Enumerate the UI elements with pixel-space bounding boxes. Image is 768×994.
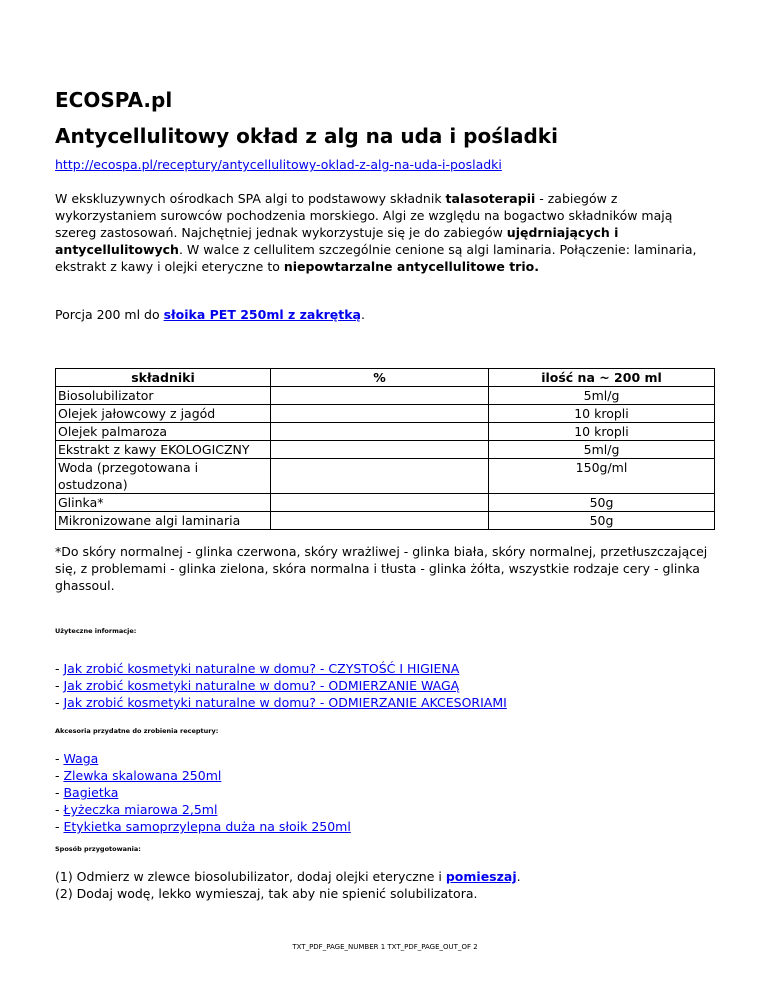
table-row [56, 459, 715, 494]
list-item: - Bagietka [55, 785, 119, 800]
preparation-heading: Sposób przygotowania: [55, 845, 141, 853]
ingredient-percent [271, 494, 489, 512]
header-percent: % [271, 369, 489, 387]
accessory-link-rod[interactable]: Bagietka [63, 785, 119, 800]
intro-paragraph [55, 190, 715, 275]
ingredient-name: Woda (przegotowana i ostudzona) [56, 459, 271, 494]
ingredient-name: Ekstrakt z kawy EKOLOGICZNY [56, 441, 271, 459]
table-row [56, 441, 715, 459]
useful-links-list [55, 660, 507, 711]
intro-bold-1: talasoterapii [445, 191, 536, 206]
ingredient-amount: 5ml/g [489, 441, 715, 459]
ingredient-name: Olejek jałowcowy z jagód [56, 405, 271, 423]
step-1 [55, 868, 521, 885]
table-row [56, 512, 715, 530]
recipe-title: Antycellulitowy okład z alg na uda i pośladki [55, 124, 558, 148]
accessories-list [55, 750, 351, 835]
ingredient-percent [271, 459, 489, 494]
recipe-url-link[interactable]: http://ecospa.pl/receptury/antycellulitowy-oklad-z-alg-na-uda-i-posladki [55, 157, 502, 172]
ingredient-amount: 50g [489, 494, 715, 512]
useful-link-accessories[interactable]: Jak zrobić kosmetyki naturalne w domu? - ODMIERZANIE AKCESORIAMI [63, 695, 507, 710]
list-item: - Etykietka samoprzylepna duża na słoik 250ml [55, 819, 351, 834]
accessory-link-beaker[interactable]: Zlewka skalowana 250ml [63, 768, 222, 783]
intro-text-3: . W walce z cellulitem szczególnie cenione są algi laminaria. Połączenie: laminaria, ekstrakt z kawy i olejki eteryczne to [55, 242, 697, 274]
mix-link[interactable]: pomieszaj [445, 869, 517, 884]
portion-text: Porcja 200 ml do [55, 307, 164, 322]
list-item: - Jak zrobić kosmetyki naturalne w domu? - ODMIERZANIE WAGĄ [55, 678, 460, 693]
preparation-steps [55, 868, 521, 902]
ingredient-name: Glinka* [56, 494, 271, 512]
header-ingredients: składniki [56, 369, 271, 387]
ingredient-percent [271, 405, 489, 423]
step-2: (2) Dodaj wodę, lekko wymieszaj, tak aby nie spienić solubilizatora. [55, 886, 478, 901]
useful-info-heading: Użyteczne informacje: [55, 627, 137, 635]
list-item: - Waga [55, 751, 99, 766]
header-amount: ilość na ~ 200 ml [489, 369, 715, 387]
accessories-heading: Akcesoria przydatne do zrobienia receptury: [55, 727, 219, 735]
portion-line [55, 307, 365, 322]
list-item: - Łyżeczka miarowa 2,5ml [55, 802, 218, 817]
portion-suffix: . [361, 307, 365, 322]
step-1-text: (1) Odmierz w zlewce biosolubilizator, dodaj olejki eteryczne i [55, 869, 446, 884]
ingredient-percent [271, 423, 489, 441]
ingredient-amount: 50g [489, 512, 715, 530]
accessory-link-scale[interactable]: Waga [63, 751, 99, 766]
accessory-link-label[interactable]: Etykietka samoprzylepna duża na słoik 250ml [63, 819, 351, 834]
ingredient-percent [271, 441, 489, 459]
ingredient-amount: 150g/ml [489, 459, 715, 494]
intro-bold-2: ujędrniających i antycellulitowych [55, 225, 619, 257]
ingredients-table [55, 368, 715, 530]
step-1-suffix: . [516, 869, 521, 884]
intro-text-1: W ekskluzywnych ośrodkach SPA algi to podstawowy składnik [55, 191, 446, 206]
ingredient-name: Biosolubilizator [56, 387, 271, 405]
ingredient-name: Mikronizowane algi laminaria [56, 512, 271, 530]
table-row [56, 405, 715, 423]
ingredient-name: Olejek palmaroza [56, 423, 271, 441]
ingredient-percent [271, 387, 489, 405]
useful-link-scale[interactable]: Jak zrobić kosmetyki naturalne w domu? - ODMIERZANIE WAGĄ [63, 678, 460, 693]
table-row [56, 387, 715, 405]
jar-link[interactable]: słoika PET 250ml z zakrętką [163, 307, 361, 322]
site-name: ECOSPA.pl [55, 88, 173, 112]
list-item: - Zlewka skalowana 250ml [55, 768, 222, 783]
list-item: - Jak zrobić kosmetyki naturalne w domu? - CZYSTOŚĆ I HIGIENA [55, 661, 460, 676]
intro-bold-3: niepowtarzalne antycellulitowe trio. [283, 259, 539, 274]
table-header-row [56, 369, 715, 387]
ingredient-amount: 10 kropli [489, 405, 715, 423]
page-number: TXT_PDF_PAGE_NUMBER 1 TXT_PDF_PAGE_OUT_OF 2 [292, 943, 478, 951]
table-row [56, 494, 715, 512]
useful-link-hygiene[interactable]: Jak zrobić kosmetyki naturalne w domu? - CZYSTOŚĆ I HIGIENA [63, 661, 460, 676]
ingredient-amount: 10 kropli [489, 423, 715, 441]
table-row [56, 423, 715, 441]
clay-footnote: *Do skóry normalnej - glinka czerwona, skóry wrażliwej - glinka biała, skóry normalnej, przetłuszczającej się, z problemami - glinka zielona, skóra normalna i tłusta - glinka żółta, wszystkie rodzaje cery - glinka ghassoul. [55, 544, 708, 593]
ingredient-percent [271, 512, 489, 530]
intro-text-2: - zabiegów z wykorzystaniem surowców pochodzenia morskiego. Algi ze względu na bogactwo składników mają szereg zastosowań. Najchętniej jednak wykorzystuje się je do zabiegów [55, 191, 673, 240]
accessory-link-spoon[interactable]: Łyżeczka miarowa 2,5ml [63, 802, 218, 817]
list-item: - Jak zrobić kosmetyki naturalne w domu? - ODMIERZANIE AKCESORIAMI [55, 695, 507, 710]
ingredient-amount: 5ml/g [489, 387, 715, 405]
